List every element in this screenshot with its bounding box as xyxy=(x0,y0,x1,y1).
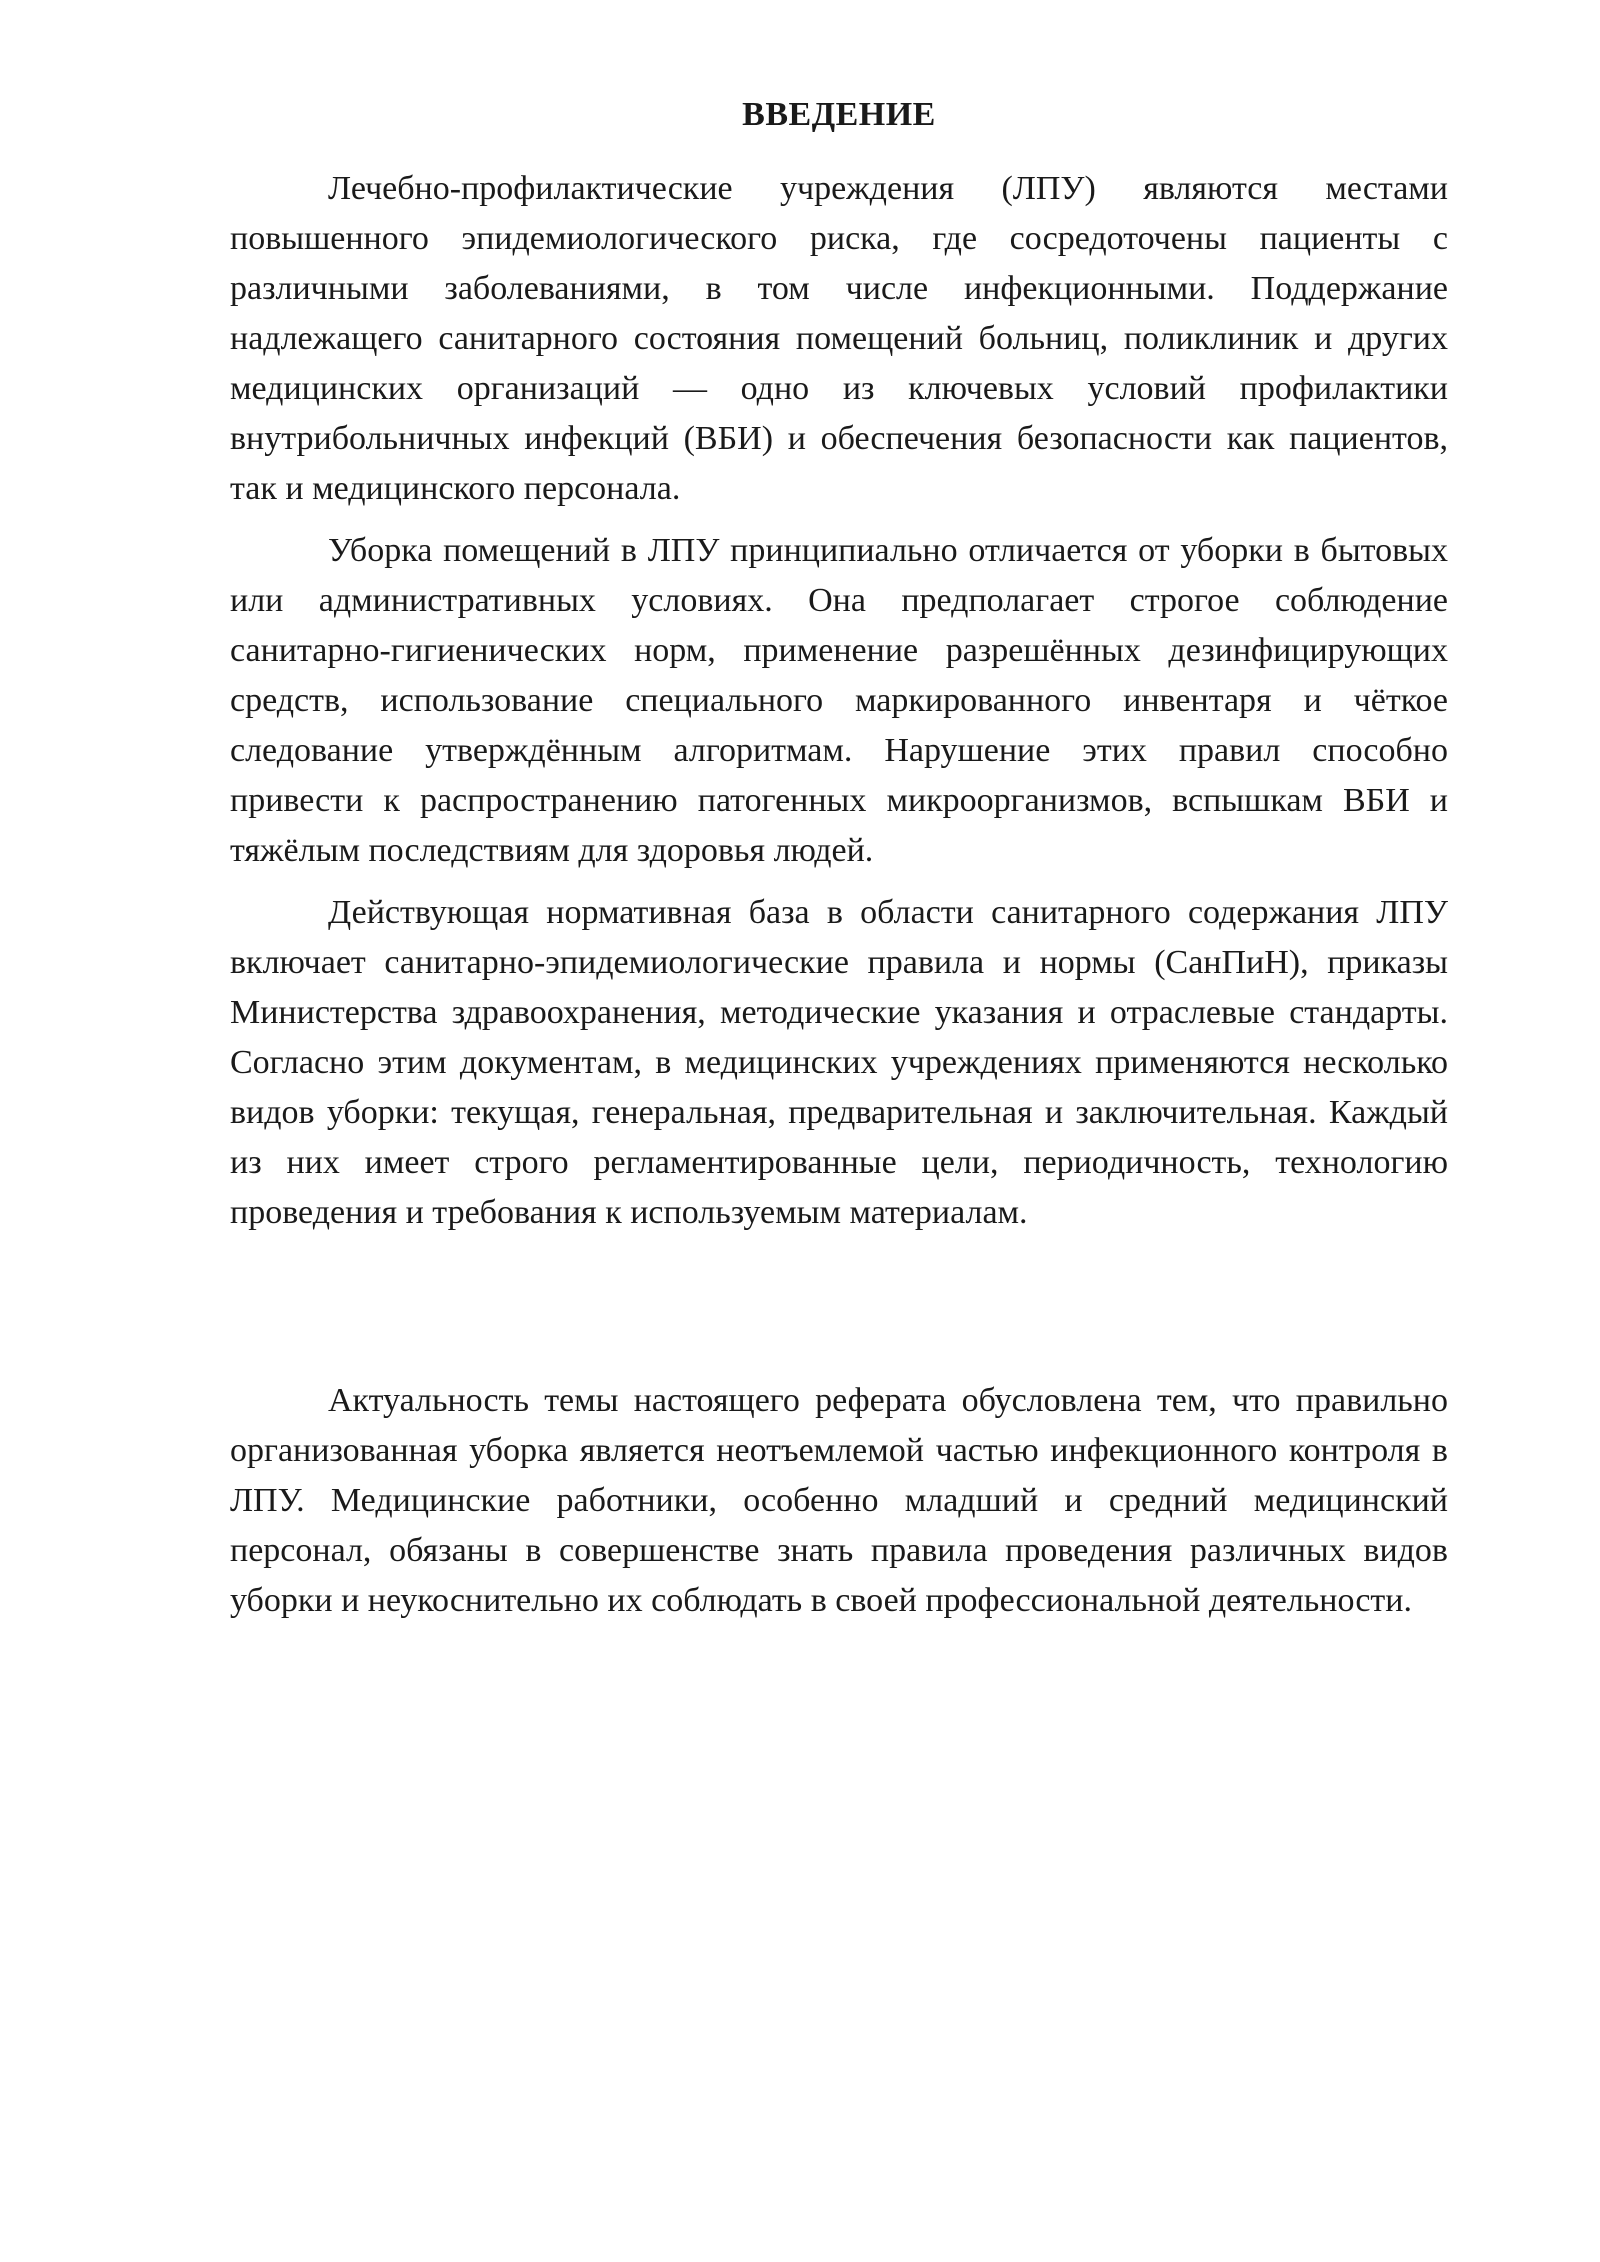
paragraph-1: Лечебно-профилактические учреждения (ЛПУ) являются местами повышенного эпидемиологического риска, где сосредоточены пациенты с различными заболеваниями, в том числе инфекционными. Поддержание надлежащего санитарного состояния помещений больниц, поликлиник и других медицинских организаций — одно из ключевых условий профилактики внутрибольничных инфекций (ВБИ) и обеспечения безопасности как пациентов, так и медицинского персонала. xyxy=(230,170,1448,507)
paragraph-2: Уборка помещений в ЛПУ принципиально отличается от уборки в бытовых или административных условиях. Она предполагает строгое соблюдение санитарно-гигиенических норм, применение разрешённых дезинфицирующих средств, использование специального маркированного инвентаря и чёткое следование утверждённым алгоритмам. Нарушение этих правил способно привести к распространению патогенных микроорганизмов, вспышкам ВБИ и тяжёлым последствиям для здоровья людей. xyxy=(230,532,1448,869)
document-body xyxy=(230,90,1448,1626)
page-title: ВВЕДЕНИЕ xyxy=(742,96,936,133)
paragraph-3: Действующая нормативная база в области санитарного содержания ЛПУ включает санитарно-эпидемиологические правила и нормы (СанПиН), приказы Министерства здравоохранения, методические указания и отраслевые стандарты. Согласно этим документам, в медицинских учреждениях применяются несколько видов уборки: текущая, генеральная, предварительная и заключительная. Каждый из них имеет строго регламентированные цели, периодичность, технологию проведения и требования к используемым материалам. xyxy=(230,894,1448,1231)
paragraph-4: Актуальность темы настоящего реферата обусловлена тем, что правильно организованная уборка является неотъемлемой частью инфекционного контроля в ЛПУ. Медицинские работники, особенно младший и средний медицинский персонал, обязаны в совершенстве знать правила проведения различных видов уборки и неукоснительно их соблюдать в своей профессиональной деятельности. xyxy=(230,1382,1448,1619)
